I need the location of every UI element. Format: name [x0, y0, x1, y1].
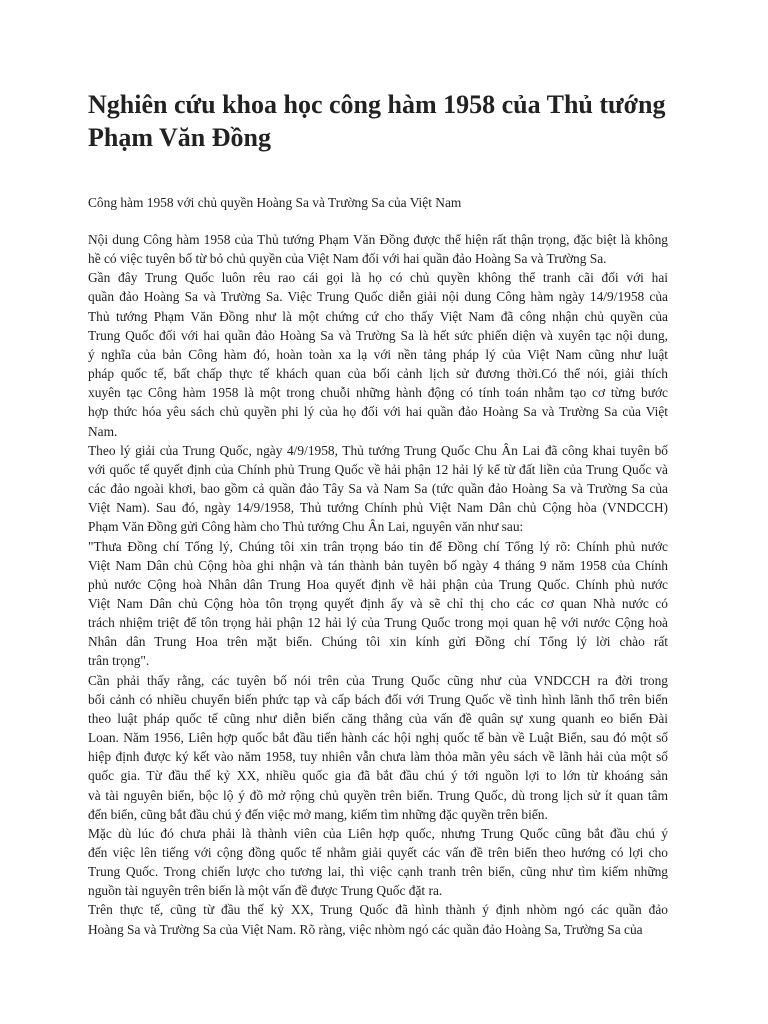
- body-line: Trung Quốc. Trong chiến lược cho tương lai, thì việc cạnh tranh trên biển, cũng như tìm kiếm những: [88, 864, 668, 880]
- body-line: Việt Nam Dân chủ Cộng hòa tôn trọng quyết định ấy và sẽ chỉ thị cho các cơ quan Nhà nước có: [88, 595, 668, 611]
- body-line: Nội dung Công hàm 1958 của Thủ tướng Phạm Văn Đồng được thể hiện rất thận trọng, đặc biệt là không: [88, 232, 668, 247]
- body-line: Nam.: [88, 423, 118, 439]
- body-line: Việt Nam). Sau đó, ngày 14/9/1958, Thủ tướng Chính phủ Việt Nam Dân chủ Cộng hòa (VNDCCH): [88, 500, 668, 516]
- body-line: xuyên tạc Công hàm 1958 là một trong chuỗi những hành động có tính toán nhằm tạo cơ từng bước: [88, 385, 668, 401]
- body-line: quốc gia. Từ đầu thế kỷ XX, nhiều quốc gia đã bắt đầu chú ý tới nguồn lợi to lớn từ khoáng sản: [88, 768, 668, 784]
- body-line: trân trọng".: [88, 653, 150, 669]
- title-line: Phạm Văn Đồng: [88, 123, 272, 152]
- body-line: hiệp định được ký kết vào năm 1958, tuy nhiên vẫn chưa làm thỏa mãn yêu sách về lãnh hải của một số: [88, 749, 668, 765]
- body-line: Mặc dù lúc đó chưa phải là thành viên của Liên hợp quốc, nhưng Trung Quốc cũng bắt đầu chú ý: [88, 825, 668, 841]
- body-line: trách nhiệm triệt để tôn trọng hải phận 12 hải lý của Trung Quốc trong mọi quan hệ với nước Cộng hoà: [88, 615, 668, 631]
- body-line: Trung Quốc đối với hai quần đảo Hoàng Sa và Trường Sa là hết sức phiến diện và xuyên tạc nội dung,: [88, 327, 668, 343]
- body-line: Việt Nam Dân chủ Cộng hòa ghi nhận và tán thành bản tuyên bố ngày 4 tháng 9 năm 1958 của Chính: [88, 557, 668, 573]
- body-line: hợp thức hóa yêu sách chủ quyền phi lý của họ đối với hai quần đảo Hoàng Sa và Trường Sa của Việt: [88, 404, 668, 420]
- body-line: theo luật pháp quốc tế cũng như diễn biến căng thẳng của vấn đề quân sự xung quanh eo biển Đài: [88, 710, 668, 726]
- body-line: Loan. Năm 1956, Liên hợp quốc bắt đầu tiến hành các hội nghị quốc tế bàn về Luật Biển, sau đó một số: [88, 730, 668, 746]
- body-line: ý nghĩa của bản Công hàm đó, hoàn toàn xa lạ với nền tảng pháp lý của Việt Nam cũng như luật: [88, 346, 668, 362]
- body-line: Theo lý giải của Trung Quốc, ngày 4/9/1958, Thủ tướng Trung Quốc Chu Ân Lai đã công khai tuyên bố: [88, 442, 668, 458]
- body-line: nguồn tài nguyên trên biển là một vấn đề được Trung Quốc đặt ra.: [88, 883, 443, 899]
- body-line: pháp quốc tế, bất chấp thực tế khách quan của bối cảnh lịch sử đương thời.Có thể nói, giải thích: [88, 366, 668, 382]
- body-line: phủ nước Cộng hoà Nhân dân Trung Hoa quyết định về hải phận của Trung Quốc. Chính phủ nước: [88, 576, 668, 592]
- body-line: Cần phải thấy rằng, các tuyên bố nói trên của Trung Quốc cũng như của VNDCCH ra đời trong: [88, 672, 668, 688]
- body-line: quần đảo Hoàng Sa và Trường Sa. Việc Trung Quốc diễn giải nội dung Công hàm ngày 14/9/1958 của: [88, 289, 668, 305]
- body-line: đến việc lên tiếng với cộng đồng quốc tế nhằm giải quyết các vấn đề trên biển theo hướng có lợi cho: [88, 845, 668, 860]
- title-line: Nghiên cứu khoa học công hàm 1958 của Thủ tướng: [88, 90, 666, 119]
- article-subtitle: Công hàm 1958 với chủ quyền Hoàng Sa và Trường Sa của Việt Nam: [88, 195, 462, 210]
- body-line: Trên thực tế, cũng từ đầu thế kỷ XX, Trung Quốc đã hình thành ý định nhòm ngó các quần đảo: [88, 902, 668, 918]
- body-line: Nhân dân Trung Hoa trên mặt biển. Chúng tôi xin kính gửi Đồng chí Tổng lý lời chào rất: [88, 634, 668, 650]
- body-line: với quốc tế quyết định của Chính phủ Trung Quốc về hải phận 12 hải lý kể từ đất liền của Trung Quốc và: [88, 461, 668, 477]
- body-line: các đảo ngoài khơi, bao gồm cả quần đảo Tây Sa và Nam Sa (tức quần đảo Hoàng Sa và Trường Sa của: [88, 481, 668, 497]
- article-body: [88, 230, 668, 939]
- body-line: Gần đây Trung Quốc luôn rêu rao cái gọi là họ có chủ quyền không thể tranh cãi đối với hai: [88, 270, 668, 286]
- body-line: hề có việc tuyên bố từ bỏ chủ quyền của Việt Nam đối với hai quần đảo Hoàng Sa và Trường Sa.: [88, 251, 607, 267]
- body-line: Phạm Văn Đồng gửi Công hàm cho Thủ tướng Chu Ân Lai, nguyên văn như sau:: [88, 519, 524, 535]
- body-line: "Thưa Đồng chí Tổng lý, Chúng tôi xin trân trọng báo tin để Đồng chí Tổng lý rõ: Chính phủ nước: [88, 538, 668, 554]
- body-line: bối cảnh có nhiều chuyển biến phức tạp và cấp bách đối với Trung Quốc về tình hình lãnh thổ trên biển: [88, 691, 668, 707]
- body-line: đến biển, cũng bắt đầu chú ý đến việc mở mang, kiếm tìm những đặc quyền trên biển.: [88, 806, 548, 822]
- body-line: Hoàng Sa và Trường Sa của Việt Nam. Rõ ràng, việc nhòm ngó các quần đảo Hoàng Sa, Trường Sa của: [88, 921, 643, 937]
- body-line: và tài nguyên biển, bộc lộ ý đồ mở rộng chủ quyền trên biển. Trung Quốc, dù trong lịch sử ít quan tâm: [88, 787, 668, 803]
- article-title: [88, 88, 668, 154]
- body-line: Thủ tướng Phạm Văn Đồng như là một chứng cứ cho thấy Việt Nam đã công nhận chủ quyền của: [88, 308, 668, 324]
